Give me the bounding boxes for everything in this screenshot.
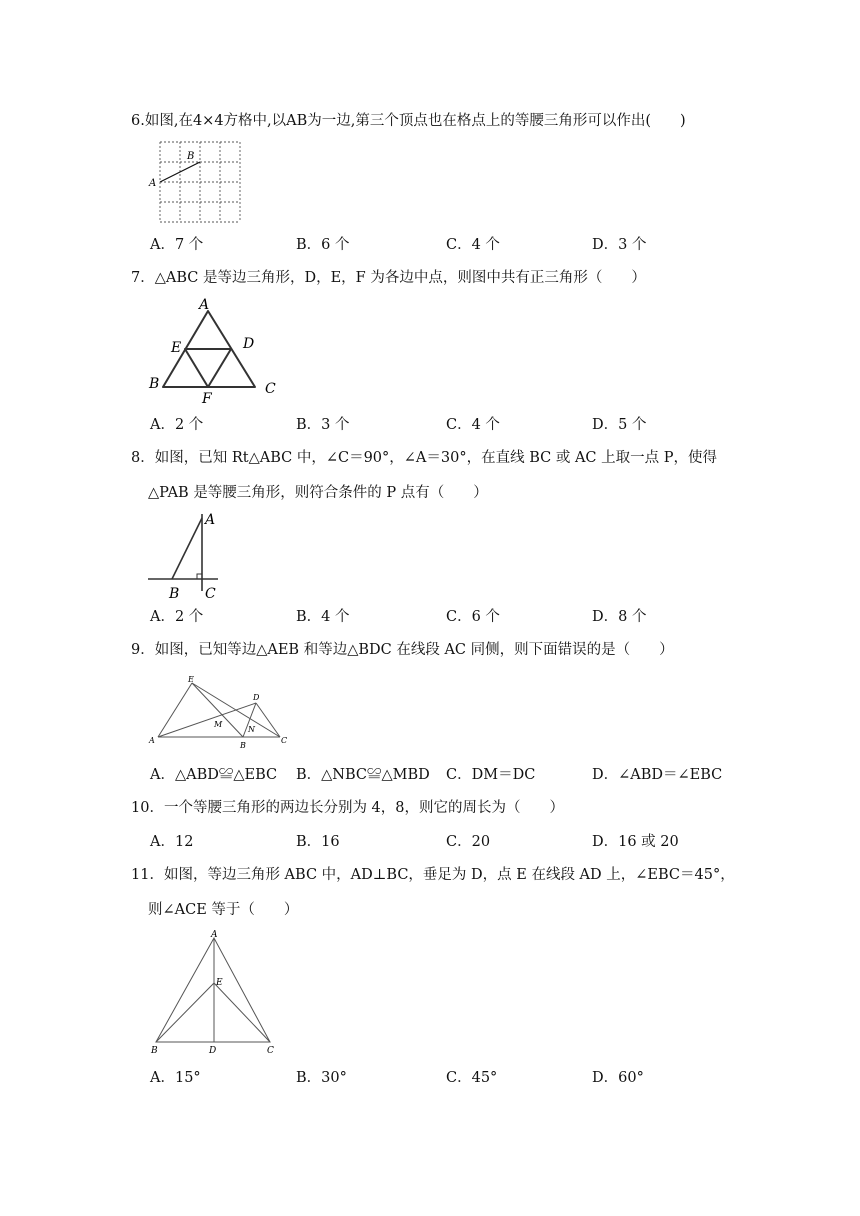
q11-option-c[interactable]: C．45° [446,1070,498,1086]
q9-label-d: D [253,693,260,702]
q6-label-b: B [187,151,195,162]
q9-label-n: N [248,725,255,734]
q10-stem: 10．一个等腰三角形的两边长分别为 4，8，则它的周长为（ ） [131,800,565,816]
q7-option-c[interactable]: C．4 个 [446,417,500,433]
q11-label-c: C [267,1046,274,1056]
q6-stem: 6.如图,在4×4方格中,以AB为一边,第三个顶点也在格点上的等腰三角形可以作出( ) [131,113,686,129]
q7-option-a[interactable]: A．2 个 [150,417,204,433]
q9-option-c[interactable]: C．DM＝DC [446,767,536,783]
q11-option-b[interactable]: B．30° [296,1070,347,1086]
q9-label-m: M [214,720,223,729]
q11-label-a: A [211,930,218,940]
q7-label-e: E [171,340,182,356]
q11-stem-line1: 11．如图，等边三角形 ABC 中，AD⊥BC，垂足为 D，点 E 在线段 AD 上，∠EBC＝45°， [131,867,735,883]
q8-triangle-figure [145,508,225,600]
q8-stem-line2: △PAB 是等腰三角形，则符合条件的 P 点有（ ） [148,485,488,501]
q11-option-a[interactable]: A．15° [150,1070,201,1086]
q9-label-b: B [240,741,246,750]
q9-label-c: C [281,736,288,745]
q9-triangles-figure [145,670,295,754]
q11-label-e: E [216,978,223,988]
q9-option-d[interactable]: D．∠ABD＝∠EBC [592,767,723,783]
q8-option-c[interactable]: C．6 个 [446,609,500,625]
q7-label-a: A [199,297,210,313]
q11-triangle-figure [145,928,285,1060]
q11-label-b: B [151,1046,158,1056]
q9-label-a: A [149,736,155,745]
q11-stem-line2: 则∠ACE 等于（ ） [148,902,299,918]
q7-label-c: C [265,381,276,397]
q8-option-a[interactable]: A．2 个 [150,609,204,625]
q6-option-a[interactable]: A．7 个 [150,237,204,253]
q7-triangle-figure [145,295,285,405]
q8-option-b[interactable]: B．4 个 [296,609,350,625]
q7-option-d[interactable]: D．5 个 [592,417,647,433]
q10-option-d[interactable]: D．16 或 20 [592,834,679,850]
q9-label-e: E [188,675,194,684]
q6-label-a: A [149,178,157,189]
q8-stem-line1: 8．如图，已知 Rt△ABC 中，∠C＝90°，∠A＝30°，在直线 BC 或 AC 上取一点 P，使得 [131,450,717,466]
q6-option-d[interactable]: D．3 个 [592,237,647,253]
q9-option-b[interactable]: B．△NBC≌△MBD [296,767,430,783]
q7-label-d: D [243,336,255,352]
q10-option-a[interactable]: A．12 [150,834,194,850]
q7-label-b: B [149,376,160,392]
q6-option-c[interactable]: C．4 个 [446,237,500,253]
q11-label-d: D [209,1046,217,1056]
q8-label-b: B [169,586,180,600]
q8-label-a: A [205,512,216,528]
q9-stem: 9．如图，已知等边△AEB 和等边△BDC 在线段 AC 同侧，则下面错误的是（ ） [131,642,674,658]
q6-option-b[interactable]: B．6 个 [296,237,350,253]
q6-grid-figure [145,138,245,228]
q8-option-d[interactable]: D．8 个 [592,609,647,625]
q7-option-b[interactable]: B．3 个 [296,417,350,433]
q8-label-c: C [205,586,216,600]
q10-option-c[interactable]: C．20 [446,834,491,850]
q10-option-b[interactable]: B．16 [296,834,340,850]
q11-option-d[interactable]: D．60° [592,1070,644,1086]
q9-option-a[interactable]: A．△ABD≌△EBC [150,767,278,783]
q7-label-f: F [202,391,212,405]
q7-stem: 7．△ABC 是等边三角形，D，E，F 为各边中点，则图中共有正三角形（ ） [131,270,646,286]
